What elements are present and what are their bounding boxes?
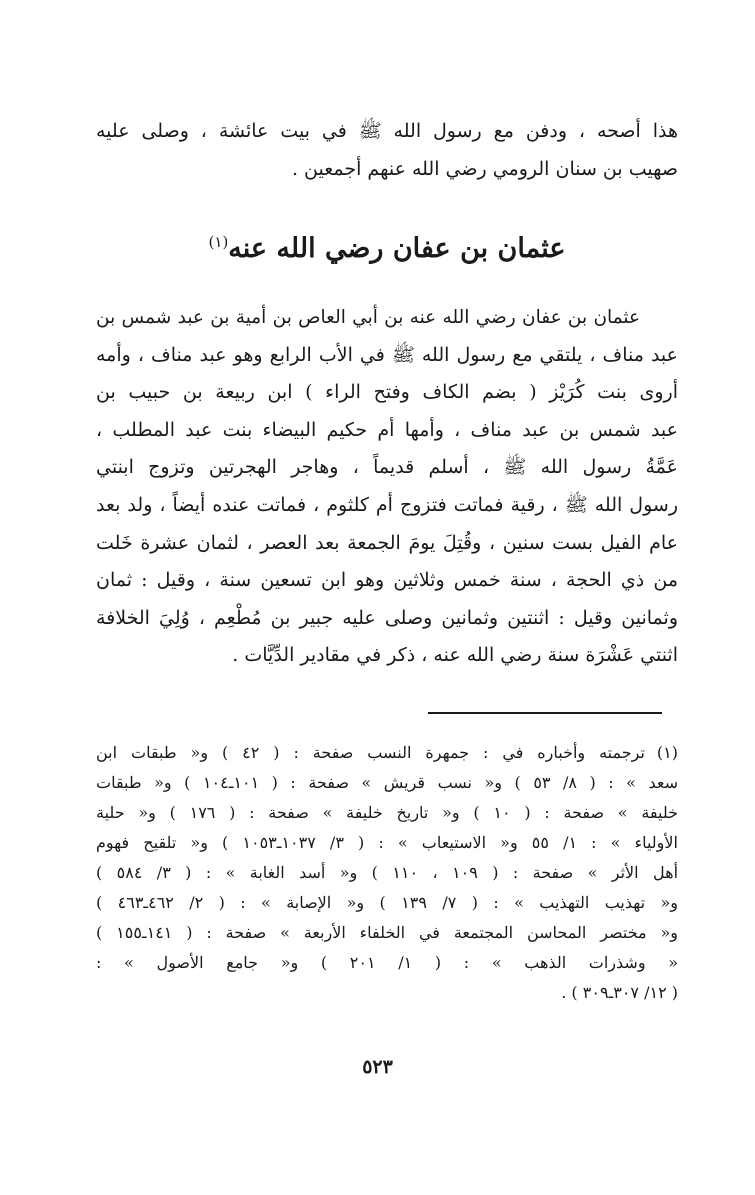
footnotes xyxy=(96,738,678,1008)
footnote-line xyxy=(96,738,678,768)
footnote-separator xyxy=(428,712,662,714)
footnote-line: و« مختصر المحاسن المجتمعة في الخلفاء الأربعة » صفحة : ( ١٤١ـ١٥٥ ) xyxy=(96,923,678,942)
footnote-line: و« تهذيب التهذيب » : ( ٧/ ١٣٩ ) و« الإصابة » : ( ٢/ ٤٦٢ـ٤٦٣ ) xyxy=(96,893,678,912)
body-line: عَمَّةُ رسول الله ﷺ ، أسلم قديماً ، وهاجر الهجرتين وتزوج ابنتي xyxy=(96,456,678,479)
section-title-text: عثمان بن عفان رضي الله عنه xyxy=(228,233,566,264)
footnote-number: (١) xyxy=(656,743,678,762)
footnote-line-text: ترجمته وأخباره في : جمهرة النسب صفحة : ( ٤٢ ) و« طبقات ابن xyxy=(96,743,645,762)
page-number: ٥٢٣ xyxy=(362,1056,393,1078)
intro-line: صهيب بن سنان الرومي رضي الله عنهم أجمعين . xyxy=(291,158,678,180)
body-line: عثمان بن عفان رضي الله عنه بن أبي العاص بن أمية بن عبد شمس بن xyxy=(96,307,640,328)
footnote-line: ( ١٢/ ٣٠٧ـ٣٠٩ ) . xyxy=(561,983,678,1002)
body-line: عبد مناف ، يلتقي مع رسول الله ﷺ في الأب الرابع وهو عبد مناف ، وأمه xyxy=(96,343,678,366)
page-body xyxy=(96,112,678,675)
footnote-marker: (١) xyxy=(208,233,229,251)
intro-line: هذا أصحه ، ودفن مع رسول الله ﷺ في بيت عائشة ، وصلى عليه xyxy=(96,120,678,142)
body-line: عبد شمس بن عبد مناف ، وأمها أم حكيم البيضاء بنت عبد المطلب ، xyxy=(96,418,678,441)
body-line: عام الفيل بست سنين ، وقُتِلَ يومَ الجمعة بعد العصر ، لثمان عشرة خَلت xyxy=(96,531,678,554)
body-line: من ذي الحجة ، سنة خمس وثلاثين وهو ابن تسعين سنة ، وقيل : ثمان xyxy=(96,569,678,592)
section-title xyxy=(96,222,678,269)
footnote-line: أهل الأثر » صفحة : ( ١٠٩ ، ١١٠ ) و« أسد الغابة » : ( ٣/ ٥٨٤ ) xyxy=(96,863,678,882)
footnote-line: الأولياء » : ١/ ٥٥ و« الاستيعاب » : ( ٣/ ١٠٣٧ـ١٠٥٣ ) و« تلقيح فهوم xyxy=(96,833,678,852)
body-line: وثمانين وقيل : اثنتين وثمانين وصلى عليه جبير بن مُطْعِم ، وُلِيَ الخلافة xyxy=(96,606,678,629)
body-line: أروى بنت كُرَيْز ( بضم الكاف وفتح الراء ) ابن ربيعة بن حبيب بن xyxy=(96,381,678,404)
body-line: اثنتي عَشْرَة سنة رضي الله عنه ، ذكر في مقادير الدِّيَّات . xyxy=(232,644,678,667)
intro-paragraph xyxy=(96,112,678,188)
body-line: رسول الله ﷺ ، رقية فماتت فتزوج أم كلثوم ، فماتت عنده أيضاً ، ولد بعد xyxy=(96,493,678,516)
footnote-line: « وشذرات الذهب » : ( ١/ ٢٠١ ) و« جامع الأصول » : xyxy=(96,953,678,972)
footnote-line: سعد » : ( ٨/ ٥٣ ) و« نسب قريش » صفحة : ( ١٠١ـ١٠٤ ) و« طبقات xyxy=(96,773,678,792)
biography-paragraph xyxy=(96,299,678,675)
footnote-line: خليفة » صفحة : ( ١٠ ) و« تاريخ خليفة » صفحة : ( ١٧٦ ) و« حلية xyxy=(96,803,678,822)
